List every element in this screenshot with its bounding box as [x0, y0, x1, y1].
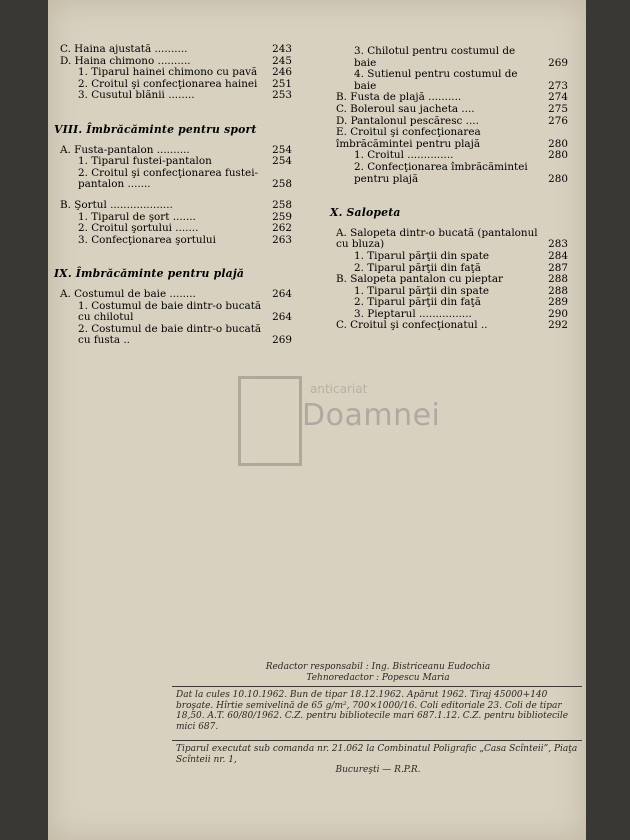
imprint-printer [176, 744, 580, 776]
toc-subentry [60, 168, 292, 191]
toc-subentry [60, 156, 292, 168]
imprint-editor [176, 662, 580, 683]
toc-subentry-label: 2. Confecţionarea îmbrăcămintei pentru plajă [354, 160, 528, 185]
toc-entry-page: 288 [548, 273, 568, 286]
toc-entry-label: C. Bolerоul sau jacheta .... [336, 102, 475, 115]
toc-entry [60, 44, 292, 56]
toc-entry-page: 243 [272, 43, 292, 55]
toc-entry-page: 245 [272, 54, 292, 67]
toc-entry-label: D. Pantalonul pescăresc .... [336, 114, 479, 127]
imprint-editor-line: Redactor responsabil : Ing. Bistriceanu Eudochia [265, 662, 491, 672]
toc-entry-label: A. Fusta-pantalon .......... [60, 143, 190, 156]
toc-left-column [54, 43, 292, 347]
toc-subentry-label: 3. Pieptarul ................ [354, 307, 472, 320]
toc-subentry-label: 1. Croitul .............. [354, 149, 454, 162]
toc-subentry-page: 246 [272, 66, 292, 79]
toc-entry-page: 275 [548, 102, 568, 115]
toc-subentry-label: 3. Confecţionarea şortului [78, 233, 216, 246]
toc-subentry-page: 288 [548, 284, 568, 297]
toc-subentry-page: 287 [548, 261, 568, 274]
toc-subentry-page: 280 [548, 172, 568, 185]
toc-subentry-label: 2. Tiparul părţii din faţă [354, 261, 481, 274]
toc-subentry-page: 290 [548, 307, 568, 320]
toc-subentry-label: 1. Tiparul fustei-pantalon [78, 155, 212, 168]
toc-entry [336, 274, 568, 286]
toc-right-column [330, 45, 568, 332]
imprint-divider [172, 740, 582, 741]
toc-subentry-page: 259 [272, 210, 292, 223]
toc-entry-label: D. Haina chimono .......... [60, 54, 191, 67]
toc-entry-label: C. Haina ajustată .......... [60, 43, 188, 55]
toc-entry-label: C. Croitul şi confecţionatul .. [336, 319, 488, 332]
toc-entry-label: B. Fusta de plajă .......... [336, 91, 462, 104]
section-heading-viii: VIII. Îmbrăcăminte pentru sport [54, 122, 257, 136]
imprint-tech-line: Tehnoredactor : Popescu Maria [306, 672, 450, 683]
toc-subentry-page: 269 [272, 334, 292, 347]
toc-entry [60, 200, 292, 212]
toc-entry-label: A. Costumul de baie ........ [60, 287, 196, 300]
imprint-printer-line: Tiparul executat sub comanda nr. 21.062 la Combinatul Poligrafic „Casa Scînteii”, Piaţa Scînteii nr. 1, [176, 744, 578, 765]
toc-subentry-label: 1. Tiparul părţii din spate [354, 249, 490, 262]
watermark-logo [238, 376, 441, 460]
toc-entry-page: 276 [548, 114, 568, 127]
toc-subentry [336, 162, 568, 185]
toc-entry-page: 280 [548, 137, 568, 150]
toc-subentry-label: 4. Sutienul pentru costumul de baie [354, 68, 518, 92]
toc-subentry-label: 3. Chilotul pentru costumul de baie [354, 45, 516, 69]
toc-subentry-page: 251 [272, 77, 292, 90]
toc-subentry [60, 90, 292, 102]
toc-subentry-page: 269 [548, 56, 568, 69]
toc-entry-page: 292 [548, 319, 568, 332]
toc-entry-label: A. Salopeta dintr-o bucată (pantalonul cu bluza) [336, 226, 538, 251]
toc-subentry-label: 2. Croitul şi confecţionarea hainei [78, 77, 258, 90]
imprint-details: Dat la cules 10.10.1962. Bun de tipar 18.12.1962. Apărut 1962. Tiraj 45000+140 broşate. Hîrtie semivelină de 65 g/m², 700×1000/16. Coli editoriale 23. Coli de tipar 18,50. A.T. 60/80/1962. C.Z. pentru bibliotecile mari 687.1.12. C.Z. pentru bibliotecile mici 687. [176, 690, 569, 732]
toc-subentry [60, 324, 292, 347]
toc-subentry-page: 258 [272, 178, 292, 191]
toc-entry-page: 283 [548, 238, 568, 251]
toc-entry-label: B. Şortul ................... [60, 198, 173, 211]
toc-subentry-page: 262 [272, 222, 292, 235]
toc-subentry-page: 280 [548, 149, 568, 162]
section-heading-ix: IX. Îmbrăcăminte pentru plajă [54, 267, 245, 281]
toc-subentry-page: 273 [548, 79, 568, 92]
toc-subentry [60, 223, 292, 235]
toc-entry-label: B. Salopeta pantalon cu pieptar [336, 273, 504, 286]
imprint-printer-city: Bucureşti — R.P.R. [335, 765, 421, 775]
toc-entry-page: 258 [272, 198, 292, 211]
watermark-big-text: Doamnei [302, 398, 441, 433]
toc-subentry-label: 2. Costumul de baie dintr-o bucată cu fusta .. [78, 322, 262, 347]
toc-subentry-label: 1. Tiparul de şort ....... [78, 210, 196, 223]
toc-subentry [60, 301, 292, 324]
toc-subentry-label: 1. Costumul de baie dintr-o bucată cu chilotul [78, 299, 262, 324]
toc-subentry [336, 69, 568, 92]
toc-entry-label: E. Croitul şi confecţionarea îmbrăcămintei pentru plajă [336, 126, 481, 150]
toc-entry-page: 264 [272, 287, 292, 300]
toc-entry [336, 320, 568, 332]
toc-entry [336, 104, 568, 116]
toc-subentry-page: 253 [272, 89, 292, 102]
toc-subentry-label: 3. Cusutul blănii ........ [78, 89, 195, 102]
toc-subentry-page: 263 [272, 233, 292, 246]
watermark-small-text: anticariat [310, 382, 368, 396]
toc-subentry [60, 235, 292, 247]
toc-subentry [336, 46, 568, 69]
watermark-frame-icon [238, 376, 302, 466]
toc-subentry-label: 1. Tiparul hainei chimono cu pavă [78, 66, 258, 79]
toc-subentry-page: 254 [272, 155, 292, 168]
imprint-divider [172, 686, 582, 687]
toc-subentry-label: 1. Tiparul părţii din spate [354, 284, 490, 297]
toc-subentry-label: 2. Croitul şi confecţionarea fustei-pantalon ....... [78, 166, 259, 191]
toc-subentry-label: 2. Croitul şortului ....... [78, 222, 199, 235]
toc-subentry-page: 264 [272, 311, 292, 324]
toc-subentry [336, 251, 568, 263]
toc-entry-page: 274 [548, 91, 568, 104]
toc-subentry-page: 289 [548, 296, 568, 309]
toc-subentry-page: 284 [548, 249, 568, 262]
section-heading-x: X. Salopeta [330, 206, 401, 220]
toc-subentry-label: 2. Tiparul părţii din faţă [354, 296, 481, 309]
toc-entry-page: 254 [272, 143, 292, 156]
toc-entry [60, 289, 292, 301]
toc-entry [336, 228, 568, 251]
toc-entry [336, 127, 568, 150]
